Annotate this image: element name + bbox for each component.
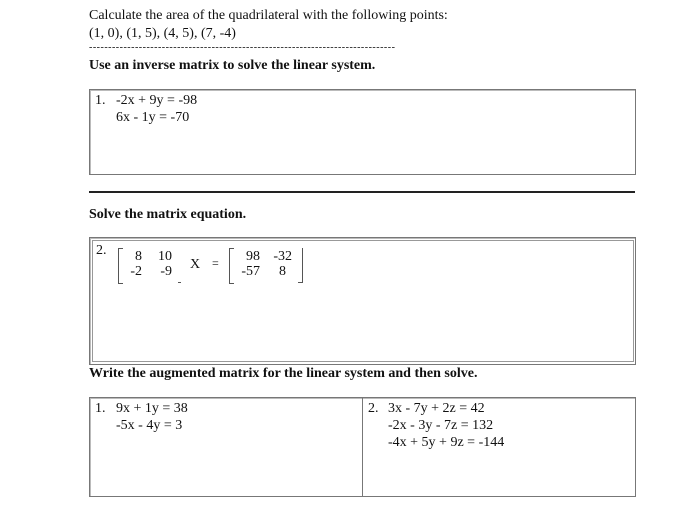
matrixA-r2c1: -2	[130, 264, 142, 279]
problem3b-equation-1: 3x - 7y + 2z = 42	[388, 401, 485, 416]
column-divider	[362, 398, 363, 496]
problem2-number: 2.	[96, 243, 107, 258]
section3-heading: Write the augmented matrix for the linear system and then solve.	[89, 366, 478, 381]
matrixA-r1c1: 8	[135, 249, 142, 264]
problem3-box	[89, 397, 636, 497]
variable-x: X	[190, 257, 201, 272]
section2-heading: Solve the matrix equation.	[89, 207, 247, 222]
intro-line-1: Calculate the area of the quadrilateral with the following points:	[89, 8, 448, 23]
section-divider	[89, 191, 635, 193]
matrixA-left-bracket	[118, 248, 123, 284]
problem1-number: 1.	[95, 93, 106, 108]
problem3a-equation-2: -5x - 4y = 3	[116, 418, 183, 433]
problem3b-number: 2.	[368, 401, 379, 416]
problem2-inner-frame	[92, 240, 634, 362]
problem1-box	[89, 89, 636, 175]
matrixA-r1c2: 10	[158, 249, 172, 264]
problem1-equation-1: -2x + 9y = -98	[116, 93, 198, 108]
matrixB-r2c2: 8	[279, 264, 286, 279]
matrixB-r2c1: -57	[241, 264, 260, 279]
problem3b-equation-2: -2x - 3y - 7z = 132	[388, 418, 494, 433]
matrixB-r1c2: -32	[273, 249, 292, 264]
problem3a-equation-1: 9x + 1y = 38	[116, 401, 188, 416]
matrixA-right-bracket	[178, 280, 181, 283]
dashed-separator: --------------------------------------------------------------------------------	[89, 42, 396, 53]
problem3a-number: 1.	[95, 401, 106, 416]
problem3b-equation-3: -4x + 5y + 9z = -144	[388, 435, 505, 450]
problem1-equation-2: 6x - 1y = -70	[116, 110, 190, 125]
matrixB-r1c1: 98	[246, 249, 260, 264]
section1-heading: Use an inverse matrix to solve the linear system.	[89, 58, 376, 73]
matrixB-right-bracket	[298, 248, 303, 283]
equals-sign: =	[212, 256, 219, 270]
matrixB-left-bracket	[229, 248, 234, 284]
matrixA-r2c2: -9	[160, 264, 172, 279]
intro-points: (1, 0), (1, 5), (4, 5), (7, -4)	[89, 26, 236, 41]
problem2-box	[89, 237, 636, 365]
